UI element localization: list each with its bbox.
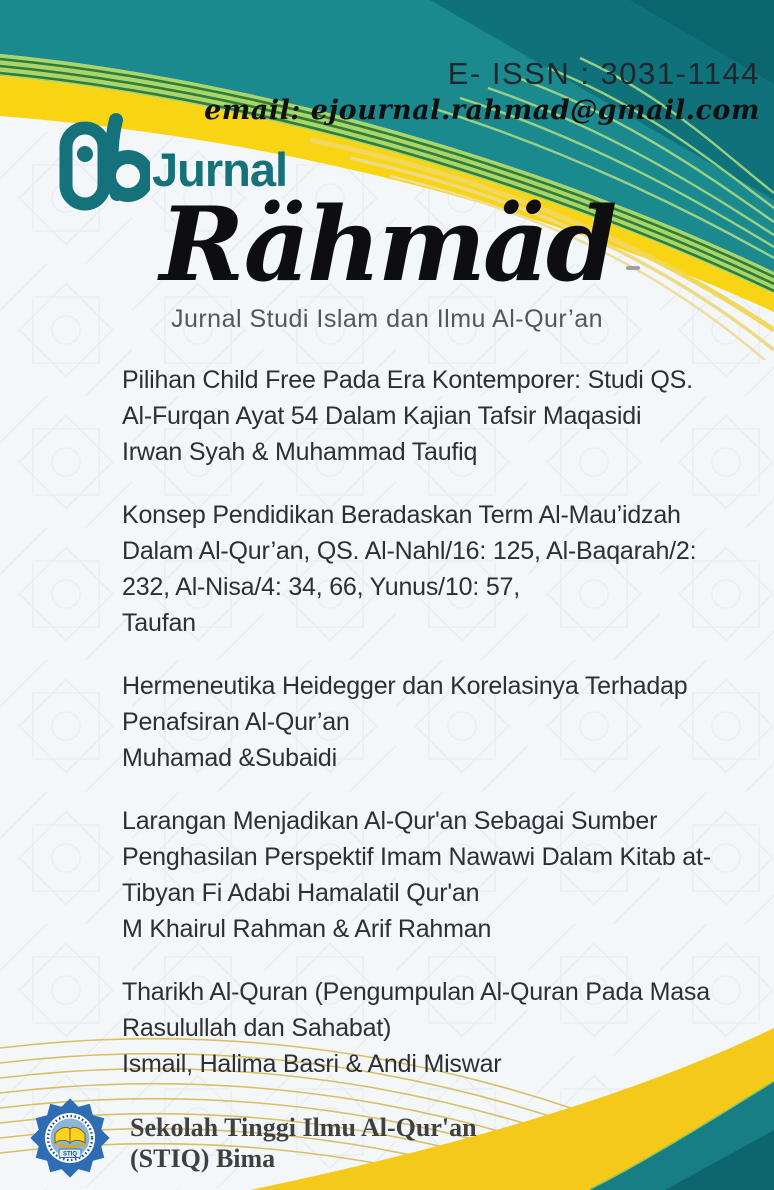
article-entry [122, 803, 714, 947]
issn-block [204, 56, 760, 126]
article-title: Larangan Menjadikan Al-Qur'an Sebagai Sumber Penghasilan Perspektif Imam Nawawi Dalam Kitab at-Tibyan Fi Adabi Hamalatil Qur'an [122, 807, 711, 907]
article-entry [122, 668, 714, 776]
article-authors: Muhamad &Subaidi [122, 744, 337, 772]
stiq-logo-icon [26, 1094, 114, 1182]
jurnal-logo-text: Jurnal [152, 142, 288, 196]
article-authors: Ismail, Halima Basri & Andi Miswar [122, 1050, 502, 1078]
journal-subtitle: Jurnal Studi Islam dan Ilmu Al-Qur’an [170, 305, 604, 334]
jurnal-logo-icon [58, 112, 150, 212]
article-title: Hermeneutika Heidegger dan Korelasinya Terhadap Penafsiran Al-Qur’an [122, 672, 688, 736]
article-list [122, 362, 714, 1109]
article-authors: M Khairul Rahman & Arif Rahman [122, 915, 492, 943]
article-authors: Irwan Syah & Muhammad Taufiq [122, 438, 478, 466]
article-authors: Taufan [122, 609, 196, 637]
institution-name [130, 1112, 477, 1174]
institution-block [26, 1094, 477, 1182]
article-entry [122, 497, 714, 641]
article-entry [122, 974, 714, 1082]
institution-line2: (STIQ) Bima [130, 1144, 276, 1173]
jurnal-brand [58, 112, 287, 212]
article-title: Konsep Pendidikan Beradaskan Term Al-Mau’idzah Dalam Al-Qur’an, QS. Al-Nahl/16: 125, Al-Baqarah/2: 232, Al-Nisa/4: 34, 66, Yunus/10: 57, [122, 501, 697, 601]
eissn-text: E- ISSN : 3031-1144 [447, 56, 760, 91]
article-title: Tharikh Al-Quran (Pengumpulan Al-Quran Pada Masa Rasulullah dan Sahabat) [122, 978, 710, 1042]
masthead [0, 185, 774, 334]
email-text: email: ejournal.rahmad@gmail.com [204, 95, 760, 126]
journal-title: Rähmäd [159, 185, 615, 305]
article-title: Pilihan Child Free Pada Era Kontemporer: Studi QS. Al-Furqan Ayat 54 Dalam Kajian Tafsir Maqasidi [122, 366, 693, 430]
article-entry [122, 362, 714, 470]
institution-line1: Sekolah Tinggi Ilmu Al-Qur'an [130, 1113, 477, 1142]
title-dash-mark [626, 266, 640, 270]
stiq-logo-abbr: STIQ [62, 1151, 78, 1158]
